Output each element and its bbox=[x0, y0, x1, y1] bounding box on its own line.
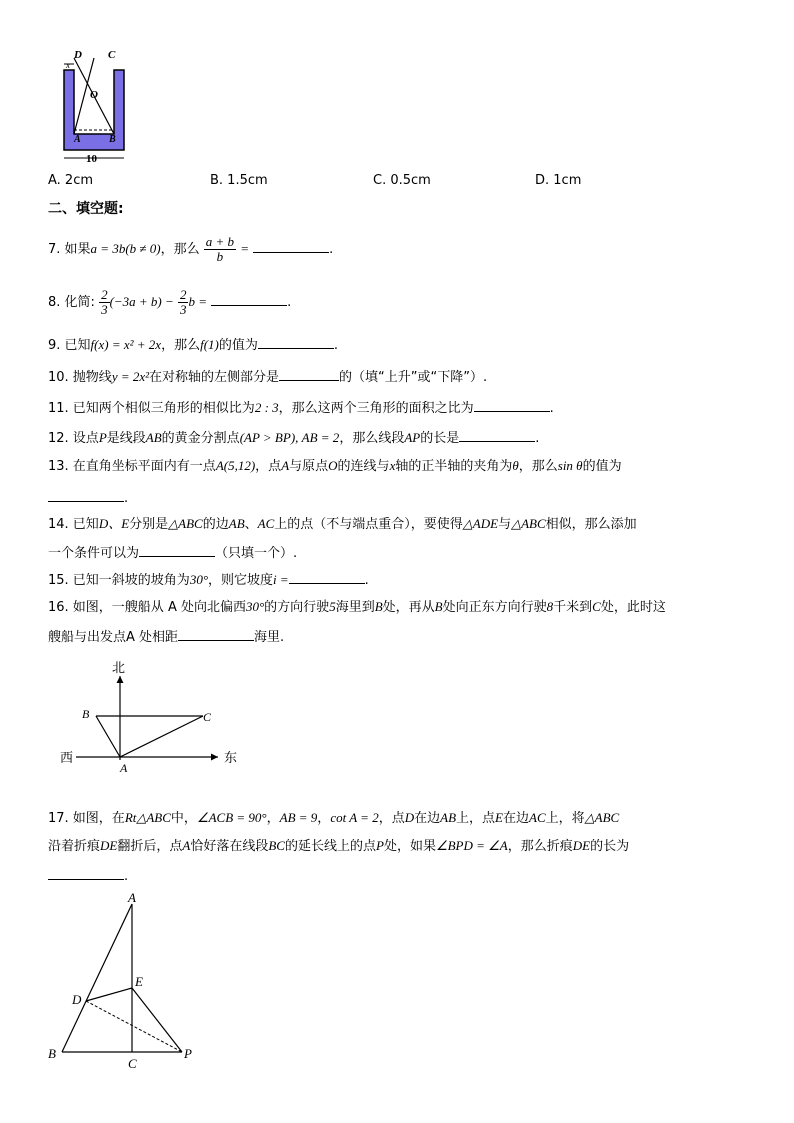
q13-a: A bbox=[281, 458, 290, 473]
q13-mid1: ，点 bbox=[255, 459, 282, 474]
question-13 bbox=[48, 457, 622, 476]
q16-angle: 30° bbox=[245, 599, 265, 614]
figure-q17 bbox=[44, 888, 204, 1074]
q16-c: C bbox=[592, 599, 601, 614]
label-P: P bbox=[184, 1046, 192, 1061]
q14-text-b: 分别是 bbox=[129, 517, 169, 532]
section-title: 二、填空题: bbox=[48, 201, 124, 217]
q12-answer-blank[interactable] bbox=[459, 427, 535, 442]
q17-text-c: ，点 bbox=[378, 811, 405, 826]
q10-post: 的（填“上升”或“下降”）. bbox=[339, 370, 488, 385]
q16-line2-post: 海里. bbox=[254, 630, 285, 645]
q12-end: . bbox=[535, 431, 540, 446]
q17-de: DE bbox=[100, 838, 118, 853]
q16-text-e: 处向正东方向行驶 bbox=[442, 600, 547, 615]
label-B: B bbox=[48, 1046, 56, 1061]
figure-q6 bbox=[50, 46, 140, 166]
q17-ab: AB bbox=[440, 810, 457, 825]
q14-triangle-3: △ABC bbox=[511, 516, 546, 531]
q16-pre: 16. 如图，一艘船从 A 处向北偏西 bbox=[48, 600, 246, 615]
q16-text-g: 处，此时这 bbox=[600, 600, 666, 615]
label-C: C bbox=[128, 1056, 137, 1071]
q11-end: . bbox=[549, 401, 554, 416]
q8-answer-blank[interactable] bbox=[211, 291, 287, 306]
option-d[interactable]: D. 1cm bbox=[535, 173, 582, 188]
q16-text-b: 的方向行驶 bbox=[264, 600, 330, 615]
question-7 bbox=[48, 232, 333, 267]
q17-e: E bbox=[495, 810, 503, 825]
q7-fraction bbox=[204, 235, 236, 264]
q12-post: 的长是 bbox=[420, 431, 460, 446]
q17-de2: DE bbox=[572, 838, 591, 853]
q15-i: i = bbox=[273, 572, 289, 587]
q12-condition: (AP > BP), AB = 2 bbox=[239, 430, 340, 445]
q7-condition: a = 3b(b ≠ 0) bbox=[90, 241, 161, 256]
label-west: 西 bbox=[60, 750, 74, 765]
q7-equals: = bbox=[240, 241, 249, 256]
q13-mid3: 的连线与 bbox=[337, 459, 390, 474]
label-B: B bbox=[82, 707, 90, 721]
q17-cot: cot A = 2 bbox=[330, 810, 379, 825]
option-a[interactable]: A. 2cm bbox=[48, 173, 94, 188]
q17-text-d: 在边 bbox=[414, 811, 441, 826]
q17-text-b: 中， bbox=[170, 811, 197, 826]
q12-pre: 12. 设点 bbox=[48, 431, 99, 446]
q8-fraction-2 bbox=[178, 288, 189, 317]
label-north: 北 bbox=[112, 660, 126, 675]
q15-angle: 30° bbox=[189, 572, 209, 587]
q16-b: B bbox=[374, 599, 383, 614]
q16-text-f: 千米到 bbox=[553, 600, 593, 615]
q13-x: x bbox=[389, 458, 396, 473]
question-13-line2 bbox=[48, 487, 128, 508]
q17-angle: ∠BPD = ∠A bbox=[435, 838, 508, 853]
q17-sep1: ， bbox=[266, 811, 280, 826]
q7-end: . bbox=[329, 242, 334, 257]
q17-triangle: △ABC bbox=[584, 810, 620, 825]
q14-line2-pre: 一个条件可以为 bbox=[48, 546, 140, 561]
q17-text-g: 上，将 bbox=[545, 811, 585, 826]
q17-p: P bbox=[375, 838, 384, 853]
label-gap: x bbox=[66, 60, 70, 70]
q13-sin: sin θ bbox=[557, 458, 583, 473]
q16-d2: 8 bbox=[546, 599, 554, 614]
q9-post: 的值为 bbox=[218, 338, 258, 353]
q14-line2-post: （只填一个）. bbox=[215, 546, 298, 561]
question-14 bbox=[48, 515, 637, 534]
q8-fraction-1 bbox=[99, 288, 110, 317]
label-A: A bbox=[128, 890, 136, 905]
q14-de: D、E bbox=[98, 516, 130, 531]
q14-text-f: 相似，那么添加 bbox=[545, 517, 637, 532]
label-width: 10 bbox=[86, 153, 97, 165]
q16-line2-pre: 艘船与出发点A 处相距 bbox=[48, 630, 179, 645]
q13-end: . bbox=[124, 491, 129, 506]
q10-equation: y = 2x² bbox=[111, 369, 150, 384]
q13-theta: θ bbox=[512, 458, 519, 473]
q14-pre: 14. 已知 bbox=[48, 517, 99, 532]
q12-mid1: 是线段 bbox=[106, 431, 146, 446]
q11-pre: 11. 已知两个相似三角形的相似比为 bbox=[48, 401, 255, 416]
q17-line2-b: 翻折后，点 bbox=[117, 839, 183, 854]
q7-numerator: a + b bbox=[205, 234, 235, 249]
q13-point: A(5,12) bbox=[215, 458, 256, 473]
q10-mid: 在对称轴的左侧部分是 bbox=[149, 370, 280, 385]
q8-end: . bbox=[287, 295, 292, 310]
label-D: D bbox=[72, 992, 82, 1007]
q8-expression-1: (−3a + b) − bbox=[109, 294, 174, 309]
q17-line2-a: 沿着折痕 bbox=[48, 839, 101, 854]
q17-rt: Rt△ABC bbox=[124, 810, 171, 825]
option-c[interactable]: C. 0.5cm bbox=[373, 173, 431, 188]
question-8 bbox=[48, 285, 291, 320]
q17-sep2: ， bbox=[317, 811, 331, 826]
q14-text-c: 的边 bbox=[202, 517, 229, 532]
question-14-line2 bbox=[48, 542, 297, 563]
q11-ratio: 2 : 3 bbox=[254, 400, 279, 415]
q13-answer-blank[interactable] bbox=[48, 487, 124, 502]
q17-line2-f: ，那么折痕 bbox=[507, 839, 573, 854]
label-B: B bbox=[109, 134, 116, 145]
q17-end: . bbox=[124, 869, 129, 884]
q17-ab-length: AB = 9 bbox=[279, 810, 318, 825]
question-11 bbox=[48, 397, 554, 418]
q10-pre: 10. 抛物线 bbox=[48, 370, 112, 385]
q14-triangle-2: △ADE bbox=[462, 516, 499, 531]
q8-numerator-2: 2 bbox=[179, 287, 187, 302]
q11-answer-blank[interactable] bbox=[474, 397, 550, 412]
q7-denominator: b bbox=[216, 249, 224, 264]
q17-line2-g: 的长为 bbox=[590, 839, 630, 854]
q14-ac: AC bbox=[257, 516, 275, 531]
question-17 bbox=[48, 809, 619, 828]
q13-pre: 13. 在直角坐标平面内有一点 bbox=[48, 459, 216, 474]
q9-f1: f(1) bbox=[200, 337, 219, 352]
label-east: 东 bbox=[224, 750, 238, 765]
option-b[interactable]: B. 1.5cm bbox=[210, 173, 268, 188]
q15-end: . bbox=[364, 573, 369, 588]
q10-answer-blank[interactable] bbox=[279, 366, 339, 381]
q14-text-d: 上的点（不与端点重合），要使得 bbox=[274, 517, 463, 532]
q16-d1: 5 bbox=[329, 599, 336, 614]
q17-line2-d: 的延长线上的点 bbox=[284, 839, 376, 854]
q7-mid: ，那么 bbox=[160, 242, 200, 257]
q9-pre: 9. 已知 bbox=[48, 338, 91, 353]
q9-end: . bbox=[333, 338, 339, 353]
q15-mid: ，则它坡度 bbox=[208, 573, 274, 588]
q16-text-d: 处，再从 bbox=[382, 600, 435, 615]
q17-pre: 17. 如图，在 bbox=[48, 811, 125, 826]
q8-pre: 8. 化简: bbox=[48, 295, 95, 310]
label-C: C bbox=[108, 49, 116, 61]
q17-answer-blank[interactable] bbox=[48, 865, 124, 880]
q14-triangle-1: △ABC bbox=[168, 516, 203, 531]
q17-line2-c: 恰好落在线段 bbox=[190, 839, 269, 854]
q17-bc: BC bbox=[268, 838, 285, 853]
q8-expression-2: b = bbox=[188, 294, 207, 309]
q17-text-f: 在边 bbox=[502, 811, 529, 826]
q16-text-c: 海里到 bbox=[335, 600, 375, 615]
figure-q16 bbox=[56, 656, 246, 776]
q11-post: ，那么这两个三角形的面积之比为 bbox=[278, 401, 474, 416]
q17-line2-e: 处，如果 bbox=[383, 839, 436, 854]
q14-text-e: 与 bbox=[498, 517, 512, 532]
q14-ab: AB bbox=[228, 516, 245, 531]
q17-text-e: 上，点 bbox=[456, 811, 496, 826]
q7-pre: 7. 如果 bbox=[48, 242, 91, 257]
q9-answer-blank[interactable] bbox=[258, 334, 334, 349]
q8-numerator-1: 2 bbox=[101, 287, 108, 302]
q16-answer-blank[interactable] bbox=[178, 626, 254, 641]
q9-function: f(x) = x² + 2x bbox=[90, 337, 162, 352]
label-E: E bbox=[135, 974, 143, 989]
q14-sep: 、 bbox=[244, 517, 258, 532]
q7-answer-blank[interactable] bbox=[253, 238, 329, 253]
q9-mid: ，那么 bbox=[161, 338, 201, 353]
q12-mid2: 的黄金分割点 bbox=[161, 431, 240, 446]
q12-p: P bbox=[98, 430, 107, 445]
question-10 bbox=[48, 366, 487, 387]
question-16 bbox=[48, 598, 666, 617]
question-17-line3 bbox=[48, 865, 128, 886]
q12-ap: AP bbox=[404, 430, 421, 445]
q12-ab: AB bbox=[145, 430, 162, 445]
q8-denominator-1: 3 bbox=[101, 302, 108, 317]
question-9 bbox=[48, 334, 338, 355]
label-A: A bbox=[120, 761, 128, 775]
question-12 bbox=[48, 427, 539, 448]
question-17-line2 bbox=[48, 837, 629, 856]
label-O: O bbox=[90, 89, 98, 101]
q15-pre: 15. 已知一斜坡的坡角为 bbox=[48, 573, 190, 588]
q14-answer-blank[interactable] bbox=[139, 542, 215, 557]
q13-mid2: 与原点 bbox=[289, 459, 329, 474]
q13-mid5: ，那么 bbox=[518, 459, 558, 474]
q17-ac: AC bbox=[529, 810, 546, 825]
q13-o: O bbox=[328, 458, 338, 473]
label-A: A bbox=[74, 134, 81, 145]
q13-mid4: 轴的正半轴的夹角为 bbox=[395, 459, 513, 474]
q8-denominator-2: 3 bbox=[179, 302, 187, 317]
q17-acb: ∠ACB = 90° bbox=[196, 810, 267, 825]
q16-b2: B bbox=[434, 599, 443, 614]
q17-a: A bbox=[182, 838, 191, 853]
label-D: D bbox=[74, 49, 82, 61]
q12-mid3: ，那么线段 bbox=[339, 431, 405, 446]
label-C: C bbox=[203, 710, 212, 724]
q15-answer-blank[interactable] bbox=[289, 569, 365, 584]
question-15 bbox=[48, 569, 369, 590]
question-16-line2 bbox=[48, 626, 284, 647]
q17-d: D bbox=[404, 810, 415, 825]
q13-post: 的值为 bbox=[582, 459, 622, 474]
